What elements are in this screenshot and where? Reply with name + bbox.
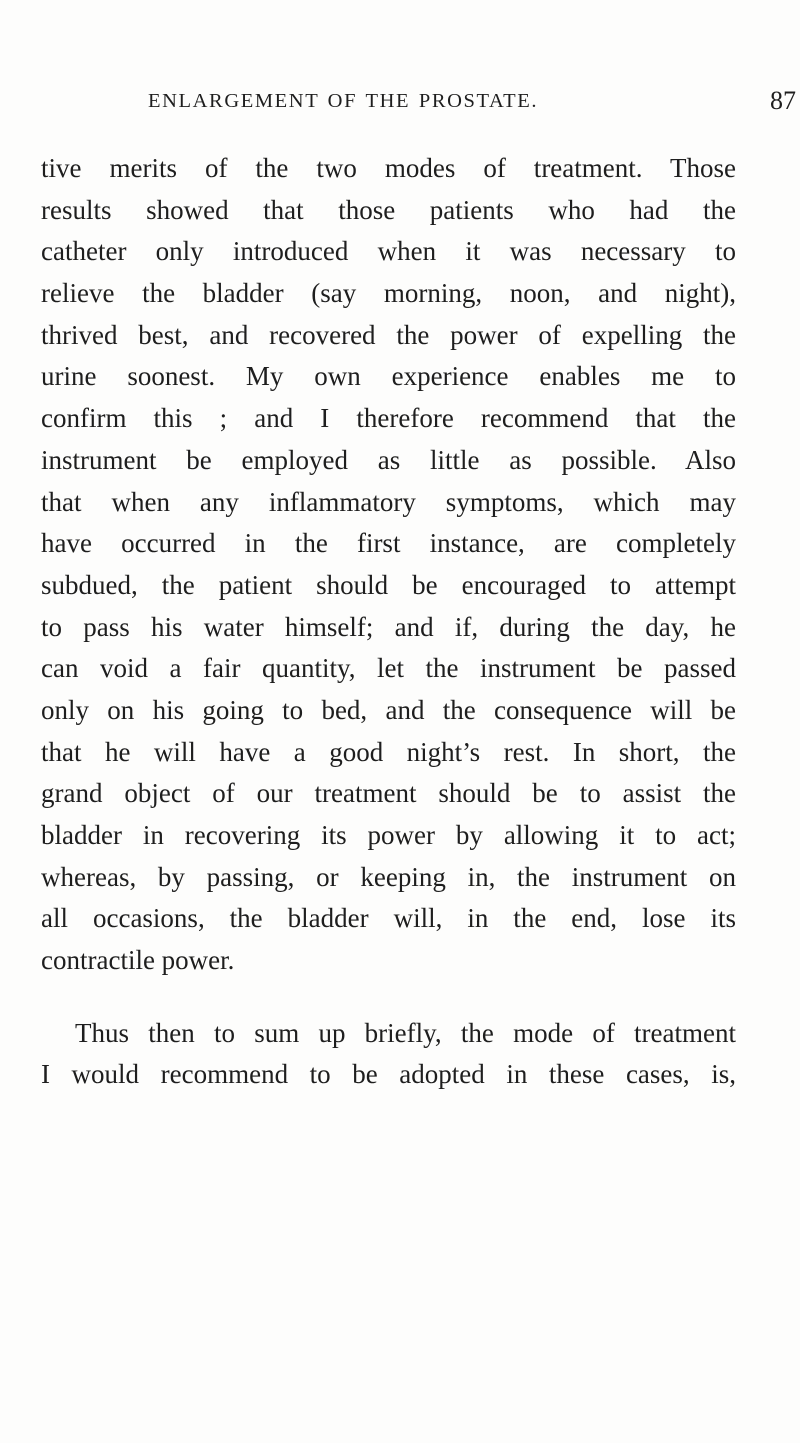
running-title: ENLARGEMENT OF THE PROSTATE.: [148, 90, 539, 112]
text-line: bladder in recovering its power by allowing it to act;: [41, 820, 736, 850]
text-line: tive merits of the two modes of treatment. Those: [41, 153, 736, 183]
paragraph-1: [41, 148, 736, 982]
text-line: Thus then to sum up briefly, the mode of treatment: [75, 1017, 736, 1048]
paragraph-2: [41, 1013, 736, 1096]
text-line: results showed that those patients who had the: [41, 194, 736, 225]
text-line: I would recommend to be adopted in these cases, is,: [41, 1059, 736, 1090]
page-number: 87: [770, 86, 796, 115]
text-line: urine soonest. My own experience enables me to: [41, 361, 736, 392]
text-line: to pass his water himself; and if, during the day, he: [41, 611, 736, 642]
text-line: all occasions, the bladder will, in the end, lose its: [41, 903, 736, 934]
text-line: instrument be employed as little as possible. Also: [41, 444, 736, 475]
text-line: relieve the bladder (say morning, noon, and night),: [41, 278, 736, 309]
text-line: that he will have a good night’s rest. In short, the: [41, 736, 736, 767]
text-line: thrived best, and recovered the power of expelling the: [41, 319, 736, 350]
text-line: catheter only introduced when it was necessary to: [41, 236, 736, 267]
text-line: that when any inflammatory symptoms, which may: [41, 486, 736, 517]
paragraph-gap: [41, 982, 736, 1013]
text-line: grand object of our treatment should be to assist the: [41, 778, 736, 809]
body-text: [41, 148, 736, 1096]
text-line: have occurred in the first instance, are completely: [41, 528, 736, 559]
running-head: [148, 83, 796, 119]
text-line: confirm this ; and I therefore recommend that the: [41, 403, 736, 434]
text-line: whereas, by passing, or keeping in, the instrument on: [41, 861, 736, 892]
text-line: contractile power.: [41, 945, 235, 976]
text-line: only on his going to bed, and the consequence will be: [41, 694, 736, 725]
text-line: can void a fair quantity, let the instrument be passed: [41, 653, 736, 684]
text-line: subdued, the patient should be encouraged to attempt: [41, 569, 736, 600]
